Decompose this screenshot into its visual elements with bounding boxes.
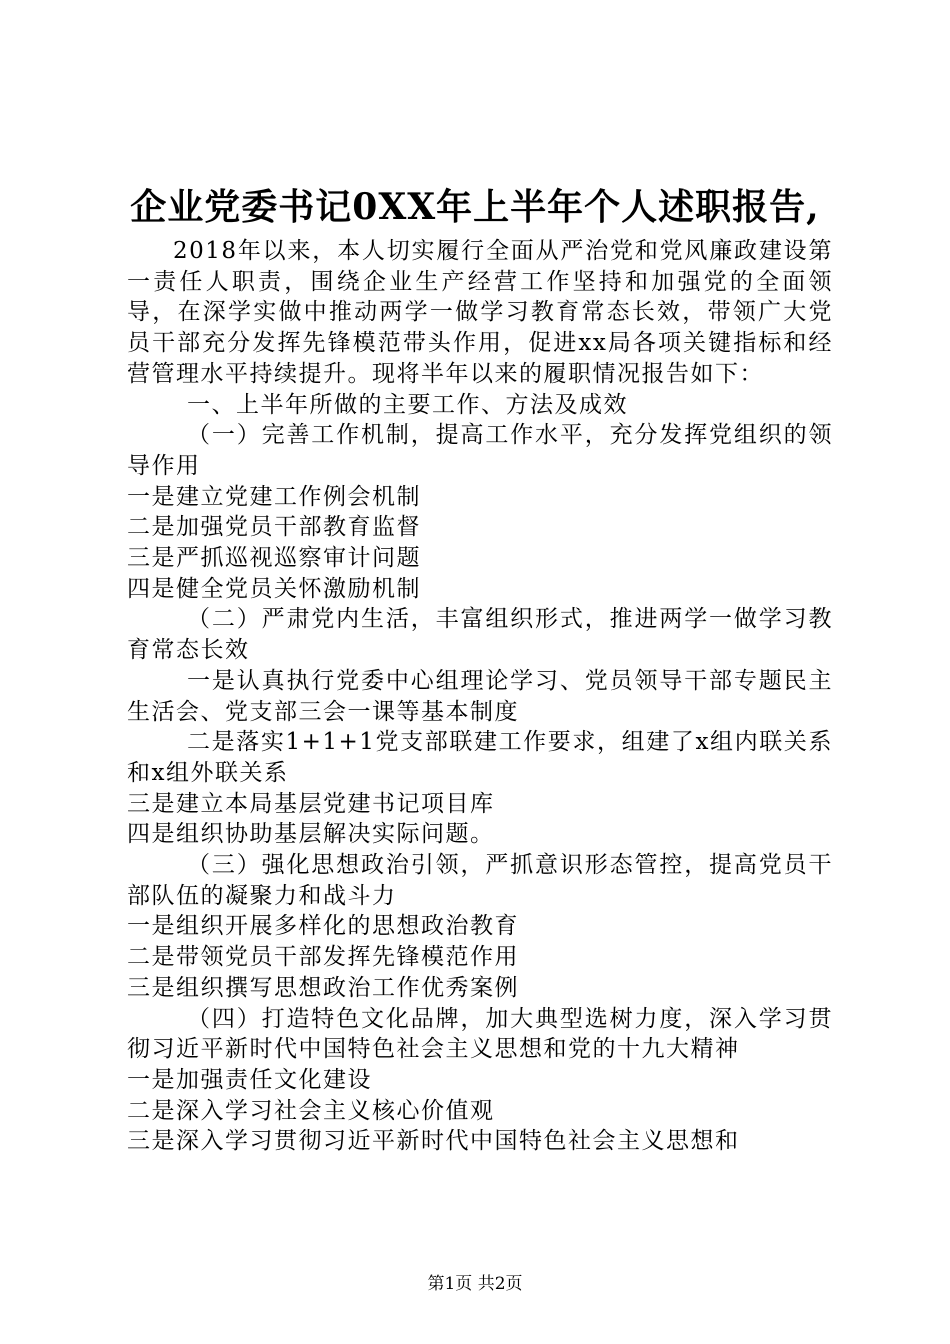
list-item: 一是认真执行党委中心组理论学习、党员领导干部专题民主生活会、党支部三会一课等基本制度 — [127, 667, 833, 725]
subsection-heading: （二）严肃党内生活，丰富组织形式，推进两学一做学习教育常态长效 — [127, 606, 833, 664]
list-item: 四是组织协助基层解决实际问题。 — [127, 821, 495, 848]
subsection-heading: （一）完善工作机制，提高工作水平，充分发挥党组织的领导作用 — [127, 422, 833, 479]
list-item: 三是深入学习贯彻习近平新时代中国特色社会主义思想和 — [127, 1128, 740, 1155]
document-body — [127, 236, 833, 1157]
list-item: 一是组织开展多样化的思想政治教育 — [127, 913, 519, 940]
list-item: 一是建立党建工作例会机制 — [127, 483, 421, 510]
list-item: 二是深入学习社会主义核心价值观 — [127, 1097, 495, 1124]
section-heading: 一、上半年所做的主要工作、方法及成效 — [187, 391, 628, 418]
intro-paragraph: 2018年以来，本人切实履行全面从严治党和党风廉政建设第一责任人职责，围绕企业生产经营工作坚持和加强党的全面领导，在深学实做中推动两学一做学习教育常态长效，带领广大党员干部充分发挥先锋模范带头作用，促进xx局各项关键指标和经营管理水平持续提升。现将半年以来的履职情况报告如下： — [127, 238, 833, 387]
list-item: 四是健全党员关怀激励机制 — [127, 575, 421, 602]
page-number: 第1页 共2页 — [427, 1274, 523, 1294]
list-item: 三是严抓巡视巡察审计问题 — [127, 545, 421, 572]
list-item: 三是建立本局基层党建书记项目库 — [127, 790, 495, 817]
document-title: 企业党委书记0XX年上半年个人述职报告, — [130, 186, 820, 228]
list-item: 一是加强责任文化建设 — [127, 1066, 372, 1093]
list-item: 三是组织撰写思想政治工作优秀案例 — [127, 974, 519, 1001]
subsection-heading: （四）打造特色文化品牌，加大典型选树力度，深入学习贯彻习近平新时代中国特色社会主义思想和党的十九大精神 — [127, 1005, 833, 1063]
list-item: 二是带领党员干部发挥先锋模范作用 — [127, 944, 519, 971]
list-item: 二是落实1+1+1党支部联建工作要求，组建了x组内联关系和x组外联关系 — [127, 729, 833, 786]
list-item: 二是加强党员干部教育监督 — [127, 514, 421, 541]
subsection-heading: （三）强化思想政治引领，严抓意识形态管控，提高党员干部队伍的凝聚力和战斗力 — [127, 852, 833, 909]
